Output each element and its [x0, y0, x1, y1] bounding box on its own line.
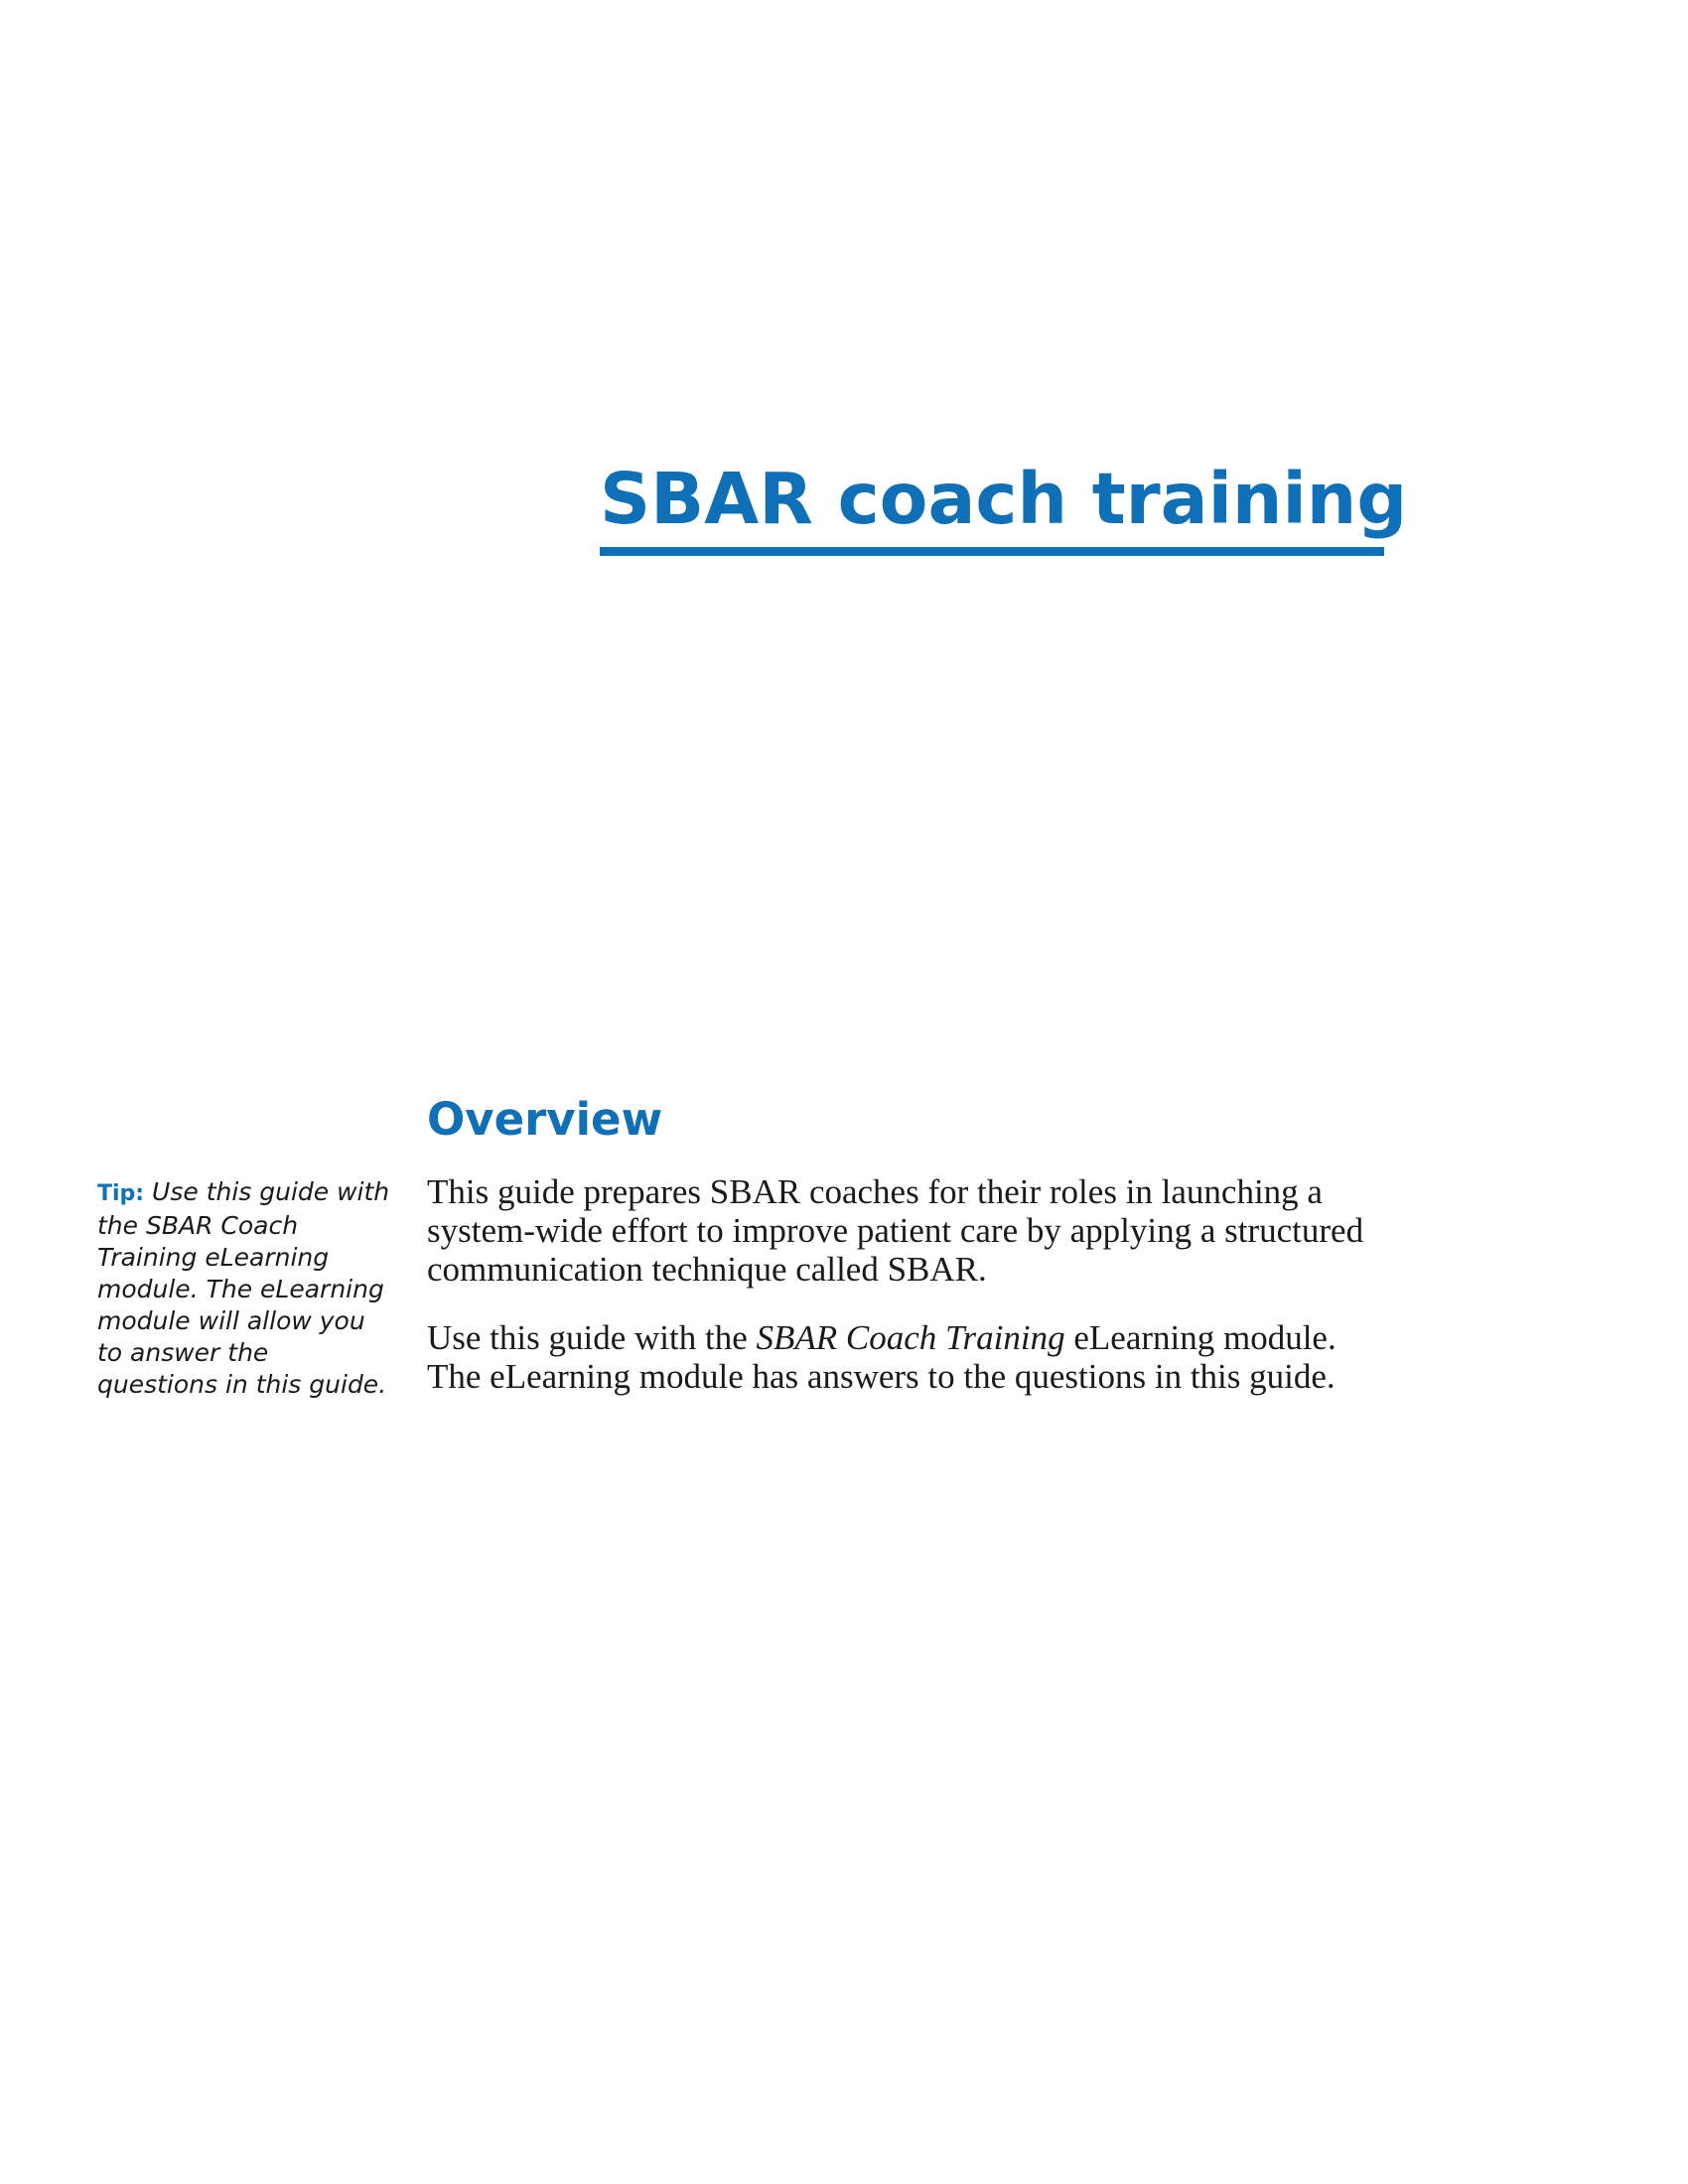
tip-note [97, 1176, 395, 1401]
overview-paragraph-2 [427, 1318, 1380, 1396]
page-title: SBAR coach training [600, 452, 1384, 556]
paragraph-2-text-end: eLearning module. The eLearning module has answers to the questions in this guide. [427, 1318, 1336, 1396]
module-title-emphasis: SBAR Coach Training [756, 1318, 1065, 1357]
overview-paragraph-1: This guide prepares SBAR coaches for their roles in launching a system-wide effort to improve patient care by applying a structured communication technique called SBAR. [427, 1172, 1364, 1289]
overview-heading: Overview [427, 1093, 663, 1146]
tip-text: Use this guide with the SBAR Coach Training eLearning module. The eLearning module will allow you to answer the questions in this guide. [97, 1177, 390, 1399]
paragraph-2-text-start: Use this guide with the [427, 1318, 757, 1357]
tip-label: Tip: [97, 1181, 145, 1206]
